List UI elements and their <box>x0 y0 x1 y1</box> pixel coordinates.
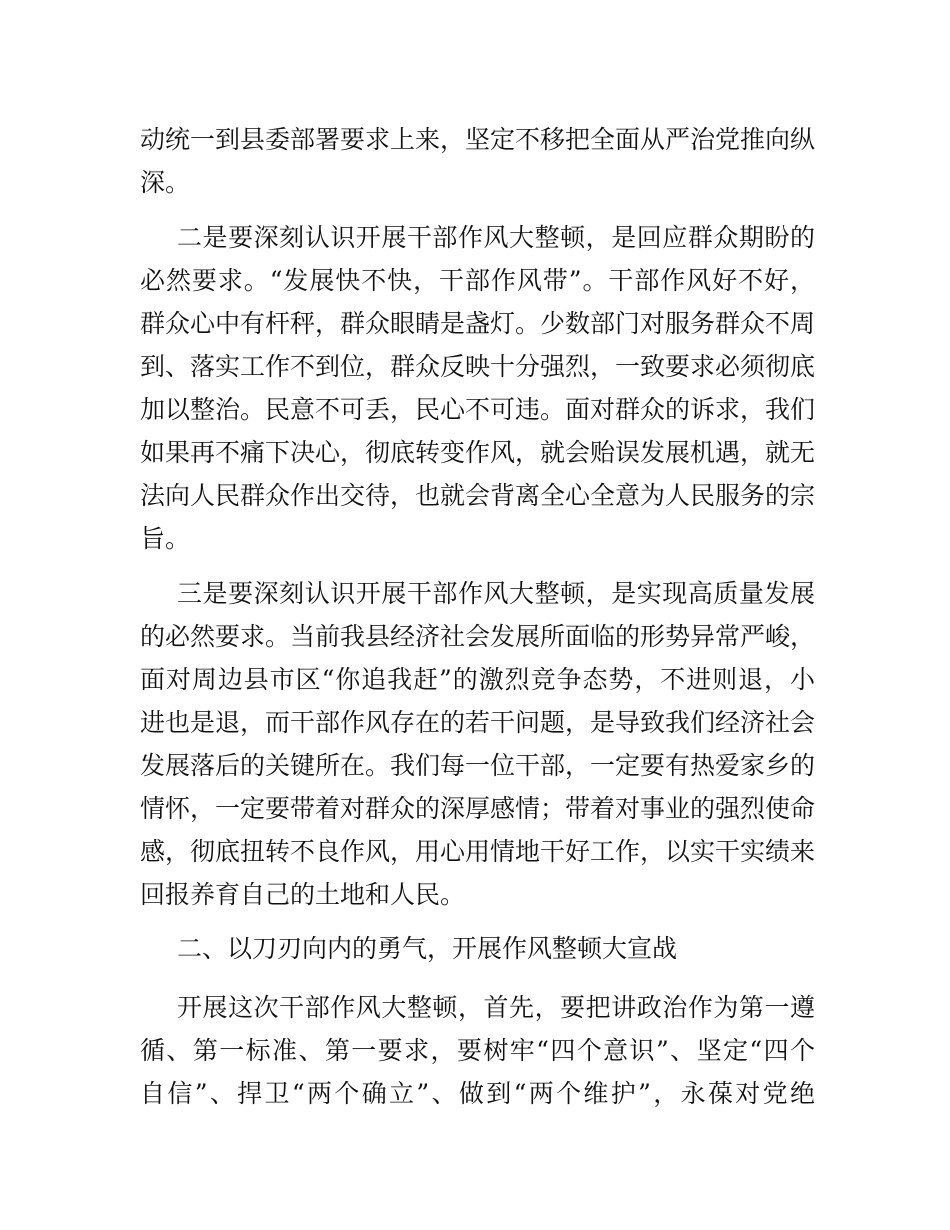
text-line: 感，彻底扭转不良作风，用心用情地干好工作，以实干实绩来 <box>140 837 816 866</box>
text-line: 加以整治。民意不可丢，民心不可违。面对群众的诉求，我们 <box>140 395 816 424</box>
text-line: 群众心中有杆秤，群众眼睛是盏灯。少数部门对服务群众不周 <box>140 309 816 338</box>
text-line: 循、第一标准、第一要求，要树牢“四个意识”、坚定“四个 <box>140 1036 815 1065</box>
heading-text: 二、以刀刃向内的勇气，开展作风整顿大宣战 <box>177 934 678 963</box>
section-heading <box>140 927 815 970</box>
text-line: 回报养育自己的土地和人民。 <box>140 880 466 909</box>
text-line: 面对周边县市区“你追我赶”的激烈竞争态势，不进则退，小 <box>140 665 815 694</box>
text-line: 到、落实工作不到位，群众反映十分强烈，一致要求必须彻底 <box>140 352 816 381</box>
text-line: 三是要深刻认识开展干部作风大整顿，是实现高质量发展 <box>177 579 815 608</box>
text-line: 法向人民群众作出交待，也就会背离全心全意为人民服务的宗 <box>140 481 816 510</box>
paragraph-continuation <box>140 118 815 204</box>
text-line: 深。 <box>140 168 191 197</box>
paragraph-section-body <box>140 986 815 1115</box>
text-line: 发展落后的关键所在。我们每一位干部，一定要有热爱家乡的 <box>140 751 816 780</box>
text-line: 二是要深刻认识开展干部作风大整顿，是回应群众期盼的 <box>177 223 815 252</box>
text-line: 旨。 <box>140 524 191 553</box>
text-line: 开展这次干部作风大整顿，首先，要把讲政治作为第一遵 <box>177 993 815 1022</box>
text-line: 自信”、捍卫“两个确立”、做到“两个维护”，永葆对党绝 <box>140 1079 815 1108</box>
paragraph-second-point <box>140 216 815 560</box>
text-line: 的必然要求。当前我县经济社会发展所面临的形势异常严峻， <box>140 622 816 651</box>
paragraph-third-point <box>140 572 815 916</box>
text-line: 如果再不痛下决心，彻底转变作风，就会贻误发展机遇，就无 <box>140 438 816 467</box>
text-line: 必然要求。“发展快不快，干部作风带”。干部作风好不好， <box>140 266 815 295</box>
text-line: 情怀，一定要带着对群众的深厚感情；带着对事业的强烈使命 <box>140 794 816 823</box>
text-line: 动统一到县委部署要求上来，坚定不移把全面从严治党推向纵 <box>140 125 816 154</box>
text-line: 进也是退，而干部作风存在的若干问题，是导致我们经济社会 <box>140 708 816 737</box>
